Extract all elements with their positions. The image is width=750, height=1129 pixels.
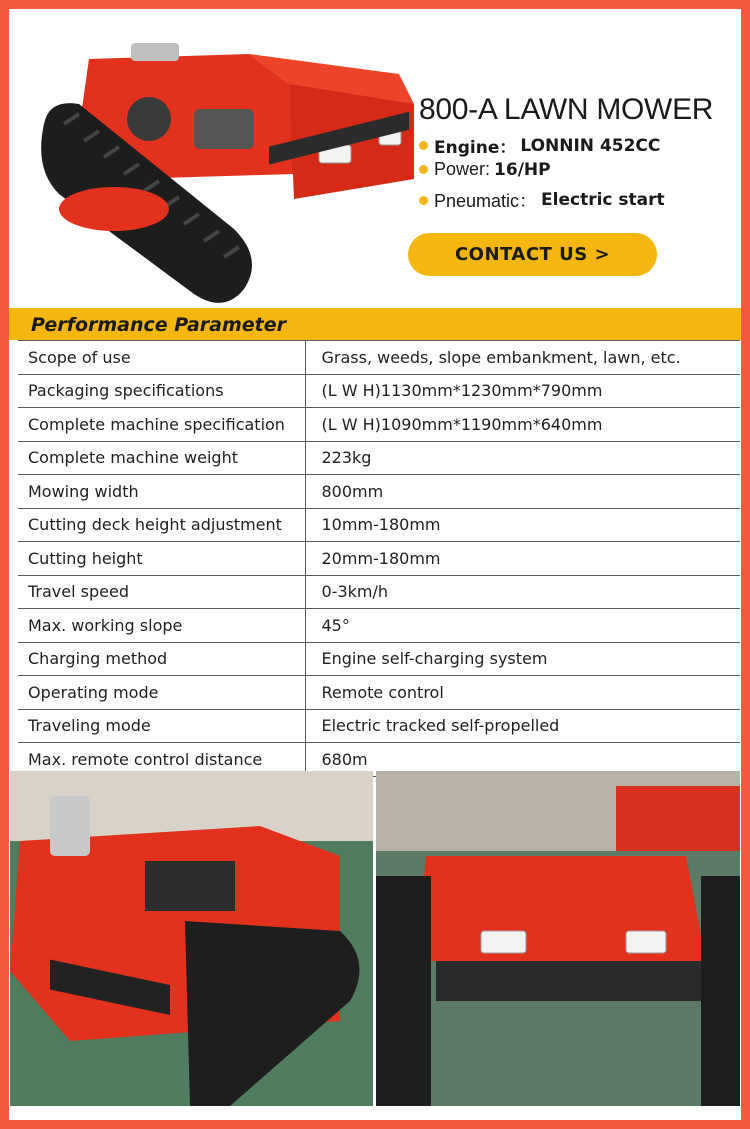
- parameter-value: (L W H)1090mm*1190mm*640mm: [305, 408, 740, 442]
- parameter-value: Engine self-charging system: [305, 642, 740, 676]
- bullet-icon: [419, 196, 428, 205]
- parameter-name: Travel speed: [18, 575, 305, 609]
- parameter-name: Complete machine weight: [18, 441, 305, 475]
- power-spec: [419, 159, 551, 180]
- table-row: [18, 575, 740, 609]
- parameter-value: 20mm-180mm: [305, 542, 740, 576]
- table-row: [18, 475, 740, 509]
- power-value: 16/HP: [494, 159, 551, 180]
- table-row: [18, 542, 740, 576]
- pneumatic-spec: [419, 187, 665, 213]
- engine-value: LONNIN 452CC: [520, 135, 661, 156]
- product-title: 800-A LAWN MOWER: [419, 93, 714, 126]
- table-row: [18, 374, 740, 408]
- table-row: [18, 676, 740, 710]
- bullet-icon: [419, 141, 428, 150]
- contact-us-button[interactable]: CONTACT US >: [408, 233, 657, 276]
- table-row: [18, 642, 740, 676]
- parameter-name: Packaging specifications: [18, 374, 305, 408]
- parameter-name: Complete machine specification: [18, 408, 305, 442]
- table-row: [18, 341, 740, 375]
- pneumatic-label: Pneumatic：: [434, 191, 538, 211]
- parameter-value: 800mm: [305, 475, 740, 509]
- table-row: [18, 408, 740, 442]
- hero-section: [9, 9, 741, 305]
- parameter-name: Traveling mode: [18, 709, 305, 743]
- mower-product-image: [19, 29, 419, 307]
- mower-photo-right: [376, 771, 740, 1106]
- engine-label: Engine：: [434, 138, 517, 158]
- bullet-icon: [419, 165, 428, 174]
- parameter-value: 0-3km/h: [305, 575, 740, 609]
- parameter-name: Max. remote control distance: [18, 743, 305, 777]
- table-row: [18, 609, 740, 643]
- parameter-value: 45°: [305, 609, 740, 643]
- parameter-table: [18, 340, 740, 777]
- parameter-name: Charging method: [18, 642, 305, 676]
- table-row: [18, 441, 740, 475]
- product-sheet: [9, 9, 741, 1120]
- parameter-name: Max. working slope: [18, 609, 305, 643]
- parameter-value: (L W H)1130mm*1230mm*790mm: [305, 374, 740, 408]
- parameter-name: Cutting height: [18, 542, 305, 576]
- table-row: [18, 709, 740, 743]
- parameter-name: Operating mode: [18, 676, 305, 710]
- pneumatic-value: Electric start: [541, 190, 665, 210]
- parameter-value: 10mm-180mm: [305, 508, 740, 542]
- parameter-value: 680m: [305, 743, 740, 777]
- table-row: [18, 508, 740, 542]
- parameter-value: 223kg: [305, 441, 740, 475]
- power-label: Power:: [434, 159, 491, 179]
- parameter-value: Remote control: [305, 676, 740, 710]
- parameter-value: Grass, weeds, slope embankment, lawn, etc.: [305, 341, 740, 375]
- mower-photo-left: [10, 771, 373, 1106]
- parameter-name: Cutting deck height adjustment: [18, 508, 305, 542]
- parameter-name: Scope of use: [18, 341, 305, 375]
- parameter-value: Electric tracked self-propelled: [305, 709, 740, 743]
- parameter-name: Mowing width: [18, 475, 305, 509]
- engine-spec: [419, 133, 660, 158]
- performance-parameter-heading: Performance Parameter: [9, 308, 741, 340]
